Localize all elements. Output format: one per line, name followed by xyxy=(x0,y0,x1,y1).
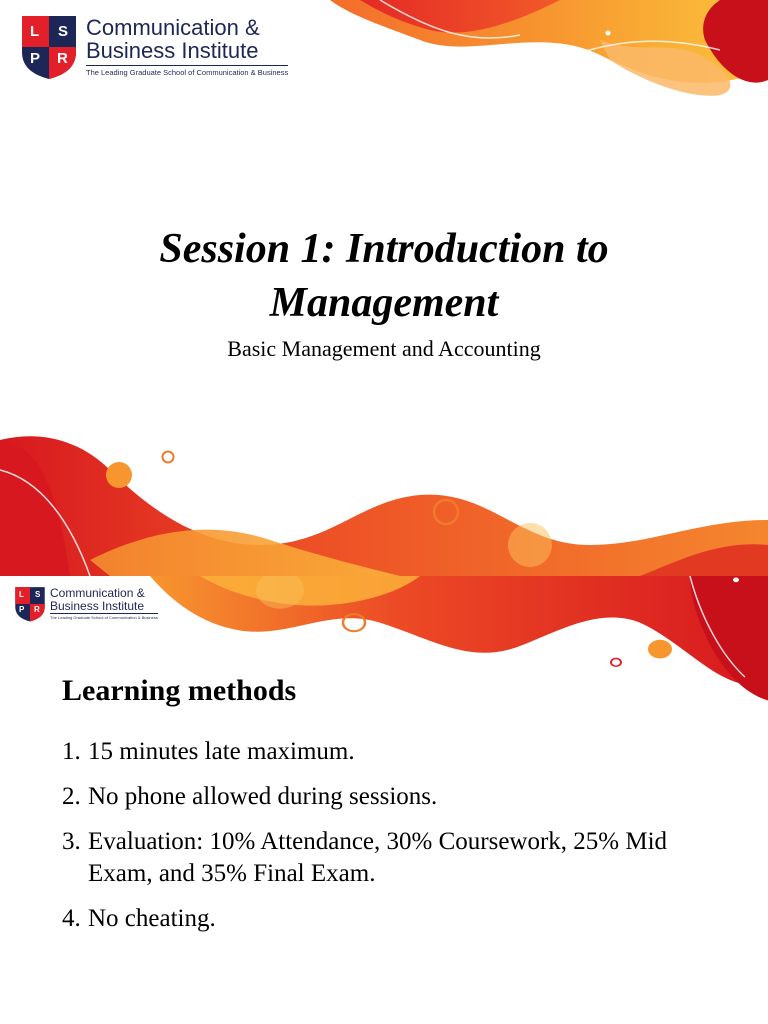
logo-wordmark xyxy=(50,587,158,620)
logo-name-line2: Business Institute xyxy=(86,38,259,64)
institute-logo xyxy=(14,586,158,622)
logo-name-line1: Communication & xyxy=(86,15,260,40)
institute-logo xyxy=(20,14,288,80)
list-number: 1. xyxy=(62,738,81,765)
sparkle-dot xyxy=(733,578,739,583)
list-item xyxy=(62,903,702,935)
logo-letter: P xyxy=(19,605,25,614)
list-item xyxy=(62,736,702,768)
list-number: 2. xyxy=(62,783,81,810)
list-text: 15 minutes late maximum. xyxy=(88,738,355,765)
list-text: No cheating. xyxy=(88,905,216,932)
rules-list xyxy=(62,736,702,948)
list-item xyxy=(62,781,702,813)
content-slide xyxy=(0,576,768,1024)
list-text: No phone allowed during sessions. xyxy=(88,783,438,810)
lspr-shield-icon xyxy=(14,586,46,622)
orange-dot xyxy=(648,640,672,659)
logo-letter: P xyxy=(30,50,41,67)
slide-subtitle: Basic Management and Accounting xyxy=(227,336,541,361)
logo-letter: L xyxy=(30,23,40,40)
logo-letter: S xyxy=(58,23,69,40)
logo-letter: R xyxy=(34,605,40,614)
list-item xyxy=(62,826,702,890)
logo-letter: S xyxy=(35,590,41,599)
logo-letter: R xyxy=(57,50,68,67)
slide-title: Session 1: Introduction to Management xyxy=(159,226,609,326)
ring-icon xyxy=(163,452,174,463)
lspr-shield-icon xyxy=(20,14,78,80)
orange-dot xyxy=(106,462,132,488)
list-number: 4. xyxy=(62,905,81,932)
list-number: 3. xyxy=(62,828,81,855)
logo-tagline: The Leading Graduate School of Communication & Business xyxy=(86,65,288,77)
list-text: Evaluation: 10% Attendance, 30% Coursework, 25% Mid Exam, and 35% Final Exam. xyxy=(88,828,668,887)
section-heading: Learning methods xyxy=(62,674,297,707)
logo-tagline: The Leading Graduate School of Communication & Business xyxy=(50,615,158,621)
ring-icon xyxy=(611,658,621,666)
logo-letter: L xyxy=(19,590,24,599)
logo-name-line2: Business Institute xyxy=(50,598,145,613)
logo-name-line1: Communication & xyxy=(50,586,145,600)
logo-wordmark xyxy=(86,16,288,77)
sparkle-dot xyxy=(606,31,611,36)
soft-circle xyxy=(508,523,552,567)
